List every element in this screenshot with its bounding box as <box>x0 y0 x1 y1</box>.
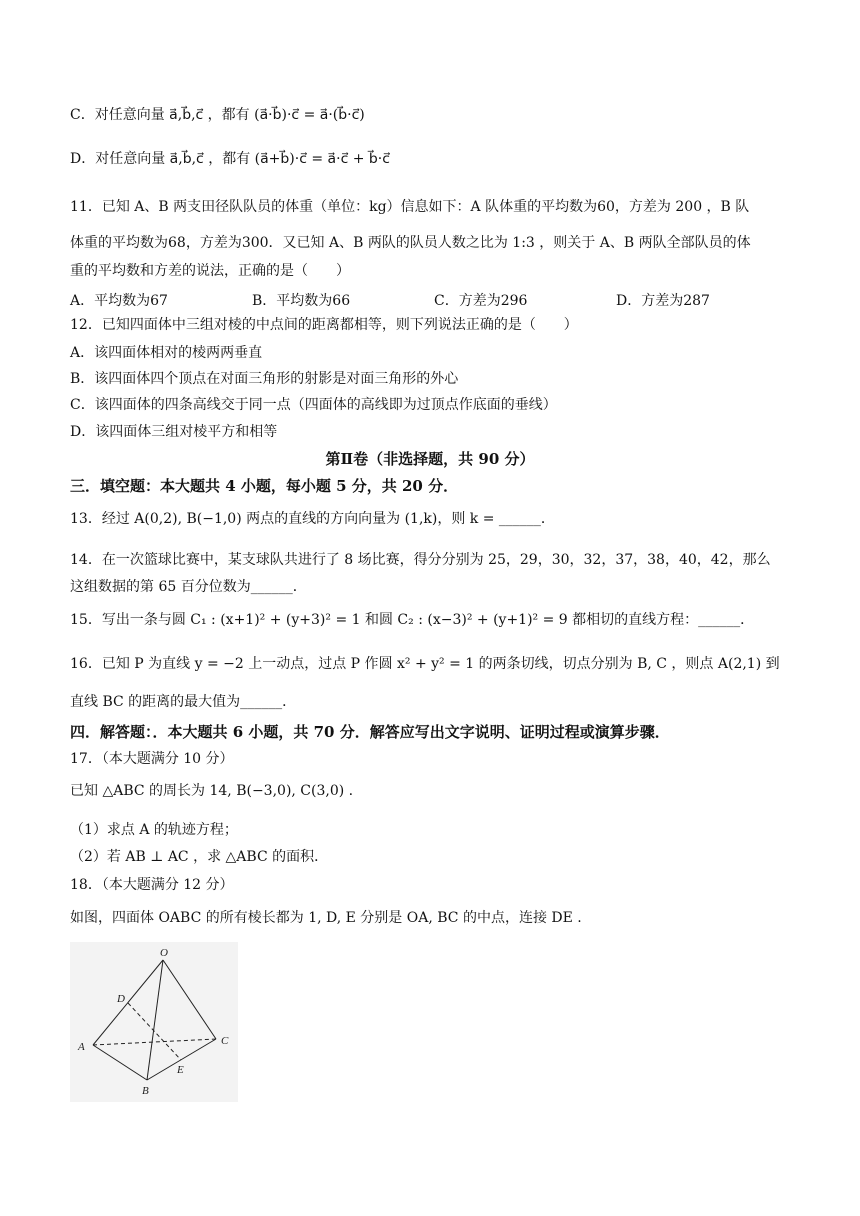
label-o: O <box>160 947 168 959</box>
label-c: C <box>221 1035 229 1047</box>
q12-choice-a: A．该四面体相对的棱两两垂直 <box>70 345 263 361</box>
q14-line-1: 14．在一次篮球比赛中，某支球队共进行了 8 场比赛，得分分别为 25，29，30，32，37，38，40，42，那么 <box>70 552 771 568</box>
q10-option-d: D．对任意向量 a⃗,b⃗,c⃗ ，都有 (a⃗+b⃗)·c⃗ = a⃗·c⃗ + b⃗·c⃗ <box>70 151 390 167</box>
q11-choice-a: A．平均数为67 <box>70 293 168 309</box>
section3-title: 三．填空题：本大题共 4 小题，每小题 5 分，共 20 分． <box>70 477 459 495</box>
q16-line-1: 16．已知 P 为直线 y = −2 上一动点，过点 P 作圆 x² + y² = 1 的两条切线，切点分别为 B, C ，则点 A(2,1) 到 <box>70 656 780 672</box>
q11-line-2: 体重的平均数为68，方差为300．又已知 A、B 两队的队员人数之比为 1:3 ，则关于 A、B 两队全部队员的体 <box>70 235 751 251</box>
part2-title: 第Ⅱ卷（非选择题，共 90 分） <box>325 450 535 468</box>
label-b: B <box>142 1085 149 1097</box>
q11-choice-b: B．平均数为66 <box>252 293 351 309</box>
q17-part-1: （1）求点 A 的轨迹方程； <box>70 822 238 838</box>
q16-line-2: 直线 BC 的距离的最大值为______． <box>70 694 297 710</box>
q17-header: 17．（本大题满分 10 分） <box>70 751 234 767</box>
q12-choice-c: C．该四面体的四条高线交于同一点（四面体的高线即为过顶点作底面的垂线） <box>70 397 557 413</box>
q11-line-1: 11．已知 A、B 两支田径队队员的体重（单位：kg）信息如下：A 队体重的平均数为60，方差为 200 ，B 队 <box>70 199 750 215</box>
label-e: E <box>177 1064 184 1076</box>
q15: 15．写出一条与圆 C₁ : (x+1)² + (y+3)² = 1 和圆 C₂ : (x−3)² + (y+1)² = 9 都相切的直线方程：______． <box>70 612 755 628</box>
q11-line-3: 重的平均数和方差的说法，正确的是（ ） <box>70 263 350 279</box>
q12-choice-d: D．该四面体三组对棱平方和相等 <box>70 424 278 440</box>
q11-choice-c: C．方差为296 <box>434 293 528 309</box>
q10-option-c: C．对任意向量 a⃗,b⃗,c⃗ ，都有 (a⃗·b⃗)·c⃗ = a⃗·(b⃗·c⃗) <box>70 107 365 123</box>
q17-part-2: （2）若 AB ⊥ AC ，求 △ABC 的面积． <box>70 849 329 865</box>
q18-stem: 如图，四面体 OABC 的所有棱长都为 1, D, E 分别是 OA, BC 的中点，连接 DE . <box>70 910 582 926</box>
q14-line-2: 这组数据的第 65 百分位数为______． <box>70 579 307 595</box>
q18-header: 18．（本大题满分 12 分） <box>70 877 234 893</box>
section4-title: 四．解答题：．本大题共 6 小题，共 70 分．解答应写出文字说明、证明过程或演算步骤． <box>70 723 670 741</box>
label-d: D <box>117 993 125 1005</box>
q11-choice-d: D．方差为287 <box>616 293 710 309</box>
q13: 13．经过 A(0,2), B(−1,0) 两点的直线的方向向量为 (1,k)，则 k = ______． <box>70 511 555 527</box>
tetrahedron-figure <box>70 942 238 1102</box>
q12-stem: 12．已知四面体中三组对棱的中点间的距离都相等，则下列说法正确的是（ ） <box>70 317 578 333</box>
q12-choice-b: B．该四面体四个顶点在对面三角形的射影是对面三角形的外心 <box>70 371 459 387</box>
q17-stem: 已知 △ABC 的周长为 14, B(−3,0), C(3,0) . <box>70 783 354 799</box>
label-a: A <box>78 1041 85 1053</box>
